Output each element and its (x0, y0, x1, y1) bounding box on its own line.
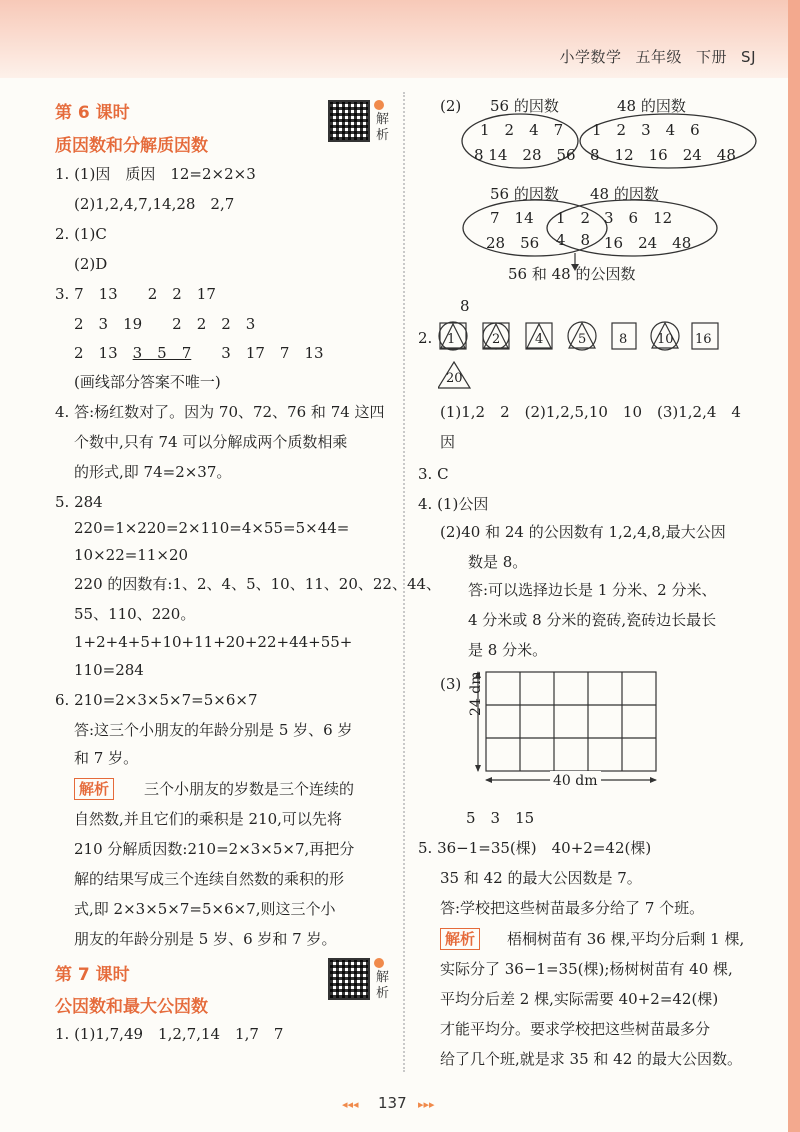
analysis-text: 才能平均分。要求学校把这些树苗最多分 (440, 1020, 711, 1038)
answer-line: 2. (1)C (55, 225, 107, 243)
grid-height-label: 24 dm (468, 671, 484, 716)
venn-title: 56 的因数 (490, 185, 559, 203)
header-grade: 五年级 (635, 48, 683, 66)
answer-line: 1. (1)因 质因 12=2×2×3 (55, 165, 256, 183)
answer-line: 2 3 19 2 2 2 3 (74, 315, 256, 333)
answer-line: 3. C (418, 465, 449, 483)
play-icon (374, 100, 384, 110)
question-number: 2. (418, 329, 433, 347)
shape-number: 4 (535, 332, 544, 347)
lesson6-title: 第 6 课时 (55, 103, 130, 123)
set-element-row: 7 14 (490, 209, 534, 227)
page-edge-stripe (788, 0, 800, 1132)
set-element-row: 1 2 (556, 209, 591, 227)
shape-number: 5 (578, 332, 587, 347)
answer-line: 4 分米或 8 分米的瓷砖,瓷砖边长最长 (468, 611, 717, 629)
set-element-row: 1 2 3 4 6 (592, 121, 700, 139)
answer-line: 5 3 15 (466, 809, 535, 827)
shape-number: 16 (695, 332, 712, 347)
page-number: 137 (378, 1094, 407, 1112)
set-element-row: 16 24 48 (604, 234, 692, 252)
analysis-text: 给了几个班,就是求 35 和 42 的最大公因数。 (440, 1050, 743, 1068)
answer-line: 1. (1)1,7,49 1,2,7,14 1,7 7 (55, 1025, 284, 1043)
answer-line: (2)D (74, 255, 108, 273)
next-arrows-icon: ▸▸▸ (418, 1098, 435, 1111)
analysis-text: 梧桐树苗有 36 棵,平均分后剩 1 棵, (507, 930, 745, 948)
shape-number: 20 (446, 371, 463, 386)
header-text (546, 46, 757, 67)
answer-line: 8 (460, 297, 470, 315)
qr-label: 解析 (376, 970, 390, 1001)
answer-line: 10×22=11×20 (74, 546, 189, 564)
qr-code-icon[interactable] (328, 100, 370, 142)
analysis-text: 解的结果写成三个连续自然数的乘积的形 (74, 870, 345, 888)
answer-line: 1+2+4+5+10+11+20+22+44+55+ (74, 633, 353, 651)
analysis-badge: 解析 (74, 778, 114, 800)
venn-caption: 56 和 48 的公因数 (508, 265, 636, 283)
answer-label: (2) (440, 97, 462, 115)
answer-line: 4. (1)公因 (418, 495, 489, 513)
answer-line: 35 和 42 的最大公因数是 7。 (440, 869, 642, 887)
analysis-text: 平均分后差 2 棵,实际需要 40+2=42(棵) (440, 990, 719, 1008)
answer-line: 55、110、220。 (74, 605, 196, 623)
answer-line: 和 7 岁。 (74, 749, 139, 767)
answer-line: (2)40 和 24 的公因数有 1,2,4,8,最大公因 (440, 523, 726, 541)
answer-line: 答:这三个小朋友的年龄分别是 5 岁、6 岁 (74, 721, 353, 739)
lesson7-subtitle: 公因数和最大公因数 (55, 997, 208, 1017)
analysis-text: 实际分了 36−1=35(棵);杨树树苗有 40 棵, (440, 960, 733, 978)
analysis-text: 朋友的年龄分别是 5 岁、6 岁和 7 岁。 (74, 930, 337, 948)
set-element-row: 8 14 28 56 (474, 146, 576, 164)
header-subject: 小学数学 (559, 48, 622, 66)
answer-label: (3) (440, 675, 462, 693)
answer-line: 4. 答:杨红数对了。因为 70、72、76 和 74 这四 (55, 403, 385, 421)
header-volume: 下册 (696, 48, 728, 66)
answer-line: 5. 36−1=35(棵) 40+2=42(棵) (418, 839, 652, 857)
answer-line: 5. 284 (55, 493, 103, 511)
text-segment: 2 13 (74, 344, 133, 362)
qr-code-icon[interactable] (328, 958, 370, 1000)
lesson7-title: 第 7 课时 (55, 965, 130, 985)
set-element-row: 4 8 (556, 231, 591, 249)
play-icon (374, 958, 384, 968)
prev-arrows-icon: ◂◂◂ (342, 1098, 359, 1111)
answer-line: 答:学校把这些树苗最多分给了 7 个班。 (440, 899, 705, 917)
shape-number: 2 (492, 332, 501, 347)
analysis-text: 210 分解质因数:210=2×3×5×7,再把分 (74, 840, 355, 858)
analysis-text: 三个小朋友的岁数是三个连续的 (144, 780, 355, 798)
underlined-answer: 3 5 7 (132, 344, 192, 362)
answer-line: 6. 210=2×3×5×7=5×6×7 (55, 691, 258, 709)
answer-line: (1)1,2 2 (2)1,2,5,10 10 (3)1,2,4 4 (440, 403, 741, 421)
analysis-badge: 解析 (440, 928, 480, 950)
answer-line (74, 343, 324, 363)
page-header (0, 0, 800, 78)
shape-number: 8 (619, 332, 628, 347)
text-segment: 3 17 7 13 (191, 344, 324, 362)
answer-line: 的形式,即 74=2×37。 (74, 463, 232, 481)
venn-title: 48 的因数 (590, 185, 659, 203)
venn-title: 48 的因数 (617, 97, 686, 115)
answer-line: 110=284 (74, 661, 144, 679)
analysis-text: 式,即 2×3×5×7=5×6×7,则这三个小 (74, 900, 336, 918)
set-element-row: 8 12 16 24 48 (590, 146, 736, 164)
qr-label: 解析 (376, 112, 390, 143)
shape-number: 1 (447, 332, 456, 347)
answer-line: 数是 8。 (468, 553, 528, 571)
venn-title: 56 的因数 (490, 97, 559, 115)
set-element-row: 3 6 12 (604, 209, 673, 227)
lesson6-subtitle: 质因数和分解质因数 (55, 136, 208, 156)
grid-width-label: 40 dm (550, 771, 601, 791)
shape-number: 10 (657, 332, 674, 347)
answer-line: 因 (440, 433, 456, 451)
answer-line: 3. 7 13 2 2 17 (55, 285, 216, 303)
answer-line: 220=1×220=2×110=4×55=5×44= (74, 519, 350, 537)
answer-line: (2)1,2,4,7,14,28 2,7 (74, 195, 235, 213)
header-edition: SJ (741, 48, 756, 66)
answer-line: 答:可以选择边长是 1 分米、2 分米、 (468, 581, 717, 599)
set-element-row: 28 56 (486, 234, 540, 252)
answer-note: (画线部分答案不唯一) (74, 373, 221, 391)
answer-line: 220 的因数有:1、2、4、5、10、11、20、22、44、 (74, 575, 442, 593)
analysis-text: 自然数,并且它们的乘积是 210,可以先将 (74, 810, 342, 828)
answer-line: 是 8 分米。 (468, 641, 548, 659)
set-element-row: 1 2 4 7 (480, 121, 564, 139)
answer-line: 个数中,只有 74 可以分解成两个质数相乘 (74, 433, 348, 451)
